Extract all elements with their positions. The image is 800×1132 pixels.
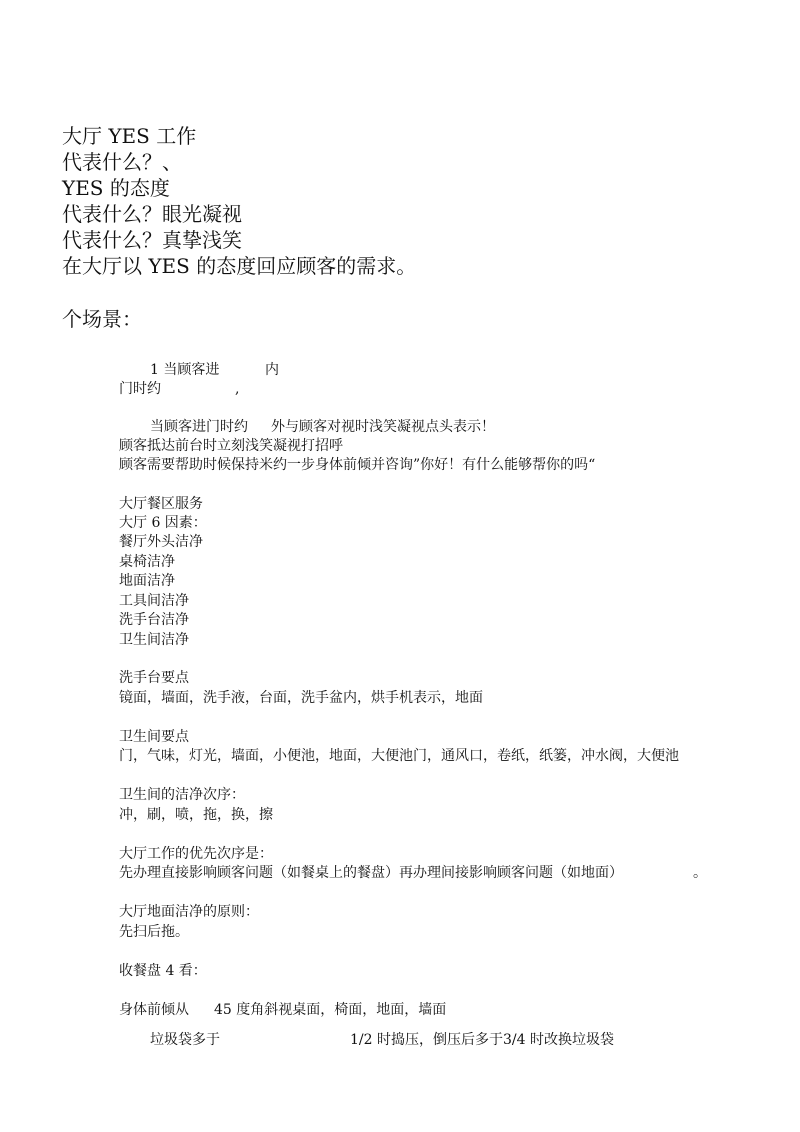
- title-line-3: YES 的态度: [62, 176, 170, 200]
- title-line-2: 代表什么？、: [62, 150, 182, 174]
- scenario-line-5: 顾客需要帮助时候保持米约一步身体前倾并咨询”你好！有什么能够帮你的吗“: [119, 457, 596, 473]
- dining-item: 餐厅外头洁净: [119, 534, 203, 550]
- title-line-1: 大厅 YES 工作: [62, 124, 197, 148]
- scenario-line-1a: 1 当顾客进: [150, 362, 220, 378]
- scenario-line-2a: 门时约: [119, 381, 161, 397]
- sink-title: 洗手台要点: [119, 670, 189, 686]
- title-line-6: 在大厅以 YES 的态度回应顾客的需求。: [62, 254, 417, 278]
- clean-order-text: 冲，刷，喷，拖，换，擦: [119, 807, 273, 823]
- scenario-line-3b: 外与顾客对视时浅笑凝视点头表示！: [271, 419, 495, 435]
- tray-lean-b: 45 度角斜视桌面，椅面，地面，墙面: [214, 1002, 447, 1018]
- restroom-title: 卫生间要点: [119, 729, 189, 745]
- tray-title: 收餐盘 4 看：: [119, 963, 207, 979]
- scenario-heading: 个场景：: [62, 307, 142, 331]
- priority-text: 先办理直接影响顾客问题（如餐桌上的餐盘）再办理间接影响顾客问题（如地面）: [119, 865, 623, 881]
- priority-title: 大厅工作的优先次序是：: [119, 846, 273, 862]
- scenario-line-4: 顾客抵达前台时立刻浅笑凝视打招呼: [119, 438, 343, 454]
- dining-factors: 大厅 6 因素：: [119, 515, 207, 531]
- priority-end: 。: [693, 865, 707, 881]
- floor-text: 先扫后拖。: [119, 924, 189, 940]
- dining-item: 工具间洁净: [119, 593, 189, 609]
- dining-item: 地面洁净: [119, 573, 175, 589]
- clean-order-title: 卫生间的洁净次序：: [119, 787, 245, 803]
- dining-title: 大厅餐区服务: [119, 496, 203, 512]
- tray-bag-b: 1/2 时捣压，倒压后多于3/4 时改换垃圾袋: [350, 1032, 614, 1048]
- title-line-5: 代表什么？真挚浅笑: [62, 228, 242, 252]
- floor-title: 大厅地面洁净的原则：: [119, 904, 259, 920]
- dining-item: 桌椅洁净: [119, 554, 175, 570]
- dining-item: 卫生间洁净: [119, 632, 189, 648]
- sink-text: 镜面，墙面，洗手液，台面，洗手盆内，烘手机表示，地面: [119, 690, 483, 706]
- tray-lean-a: 身体前倾从: [119, 1002, 189, 1018]
- scenario-line-2b: ,: [235, 381, 240, 397]
- restroom-text: 门，气味，灯光，墙面，小便池，地面，大便池门，通风口，卷纸，纸篓，冲水阀，大便池: [119, 748, 679, 764]
- tray-bag-a: 垃圾袋多于: [150, 1032, 220, 1048]
- title-line-4: 代表什么？眼光凝视: [62, 202, 242, 226]
- scenario-line-1b: 内: [265, 362, 279, 378]
- dining-item: 洗手台洁净: [119, 612, 189, 628]
- scenario-line-3a: 当顾客进门时约: [150, 419, 248, 435]
